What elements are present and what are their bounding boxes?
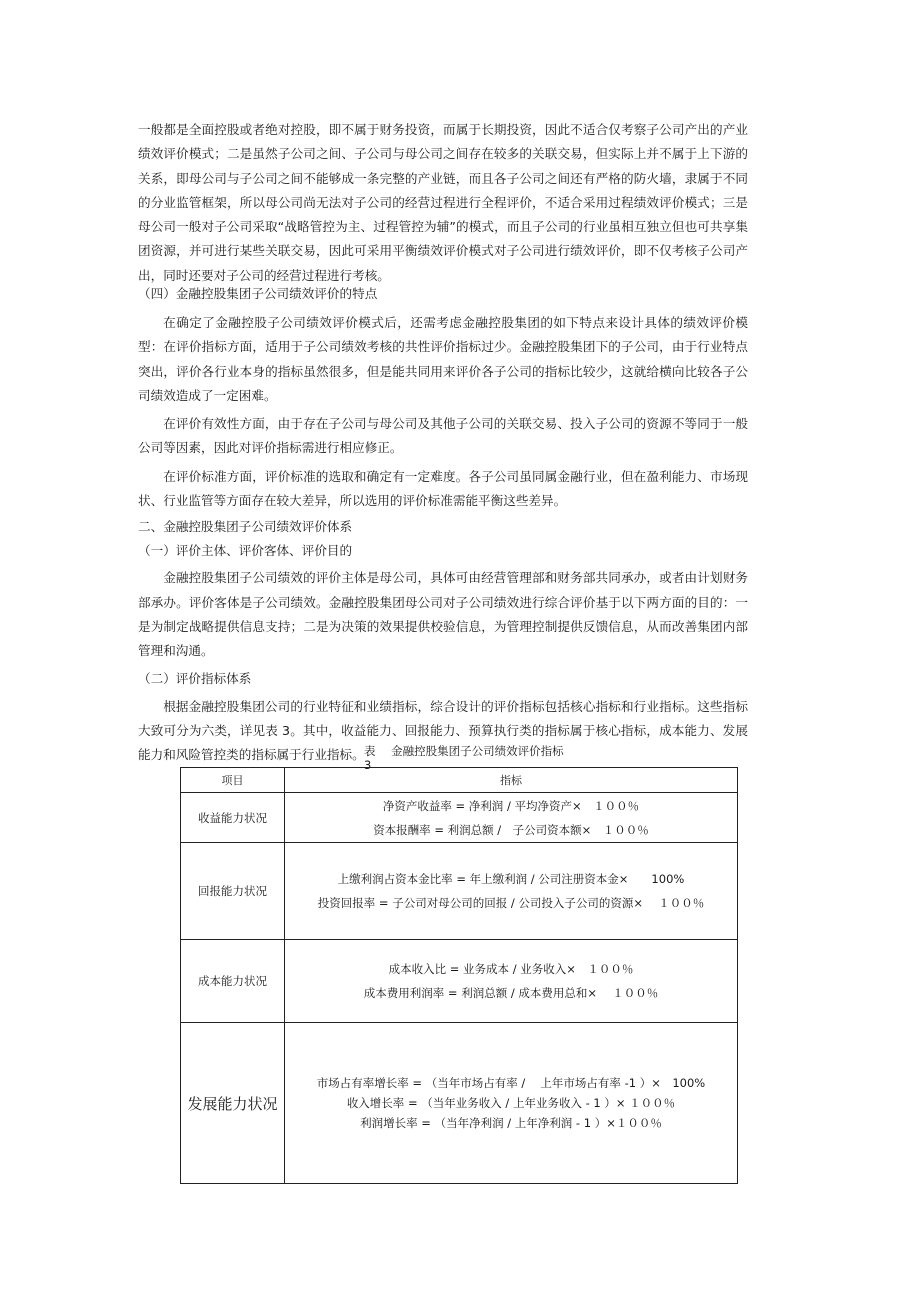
table-row (181, 793, 738, 843)
indicator-formula: 投资回报率 = 子公司对母公司的回报 / 公司投入子公司的资源× １００％ (317, 896, 705, 910)
indicator-formula: 成本收入比 = 业务成本 / 业务收入× １００％ (388, 962, 634, 976)
paragraph-standards: 在评价标准方面，评价标准的选取和确定有一定难度。各子公司虽同属金融行业，但在盈利能力、市场现状、行业监管等方面存在较大差异，所以选用的评价标准需能平衡这些差异。 (138, 468, 748, 509)
indicator-cell (285, 793, 738, 843)
category-cell: 发展能力状况 (181, 1023, 285, 1184)
indicator-formula: 资本报酬率 = 利润总额 / 子公司资本额× １００％ (373, 822, 649, 837)
table-row (181, 940, 738, 1023)
indicator-cell (285, 843, 738, 940)
indicator-cell (285, 940, 738, 1023)
category-cell: 成本能力状况 (181, 940, 285, 1023)
paragraph-continuation: 一般都是全面控股或者绝对控股，即不属于财务投资，而属于长期投资，因此不适合仅考察子公司产出的产业绩效评价模式；二是虽然子公司之间、子公司与母公司之间存在较多的关联交易，但实际上并不属于上下游的关系，即母公司与子公司之间不能够成一条完整的产业链，而且各子公司之间还有严格的防火墙，隶属于不同的分业监管框架，所以母公司尚无法对子公司的经营过程进行全程评价，不适合采用过程绩效评价模式；三是母公司一般对子公司采取“战略管控为主、过程管控为辅”的模式，而且子公司的行业虽相互独立但也可共享集团资源，并可进行某些关联交易，因此可采用平衡绩效评价模式对子公司进行绩效评价，即不仅考核子公司产出，同时还要对子公司的经营过程进行考核。 (138, 122, 748, 283)
category-cell: 回报能力状况 (181, 843, 285, 940)
indicator-formula: 上缴利润占资本金比率 = 年上缴利润 / 公司注册资本金× 100% (337, 872, 685, 886)
paragraph-model-features: 在确定了金融控股子公司绩效评价模式后，还需考虑金融控股集团的如下特点来设计具体的绩效评价模型：在评价指标方面，适用于子公司绩效考核的共性评价指标过少。金融控股集团下的子公司，由于行业特点突出，评价各行业本身的指标虽然很多，但是能共同用来评价各子公司的指标比较少，这就给横向比较各子公司绩效造成了一定困难。 (138, 315, 748, 403)
indicator-formula: 净资产收益率 = 净利润 / 平均净资产× １００％ (382, 798, 640, 813)
table-row (181, 1023, 738, 1184)
indicator-cell (285, 1023, 738, 1184)
paragraph-subject: 金融控股集团子公司绩效的评价主体是母公司，具体可由经营管理部和财务部共同承办，或者由计划财务部承办。评价客体是子公司绩效。金融控股集团母公司对子公司绩效进行综合评价基于以下两方面的目的：一是为制定战略提供信息支持；二是为决策的效果提供校验信息，为管理控制提供反馈信息，从而改善集团内部管理和沟通。 (138, 570, 748, 659)
paragraph-validity: 在评价有效性方面，由于存在子公司与母公司及其他子公司的关联交易、投入子公司的资源不等同于一般公司等因素，因此对评价指标需进行相应修正。 (138, 416, 748, 456)
body-text-top (138, 118, 748, 288)
indicator-formula: 市场占有率增长率 = （当年市场占有率 / 上年市场占有率 -1 ）× 100% (316, 1076, 706, 1090)
header-item: 项目 (181, 768, 285, 793)
caption-number: 3 (364, 758, 372, 772)
header-indicator: 指标 (285, 768, 738, 793)
table-header-row (181, 768, 738, 793)
paragraph-indicator-categories: 根据金融控股集团公司的行业特征和业绩指标，综合设计的评价指标包括核心指标和行业指标。这些指标大致可分为六类，详见表 3。其中，收益能力、回报能力、预算执行类的指标属于核心指标，成本能力、发展能力和风险管控类的指标属于行业指标。 (138, 698, 748, 763)
indicator-formula: 收入增长率 = （当年业务收入 / 上年业务收入 - 1 ）× １００％ (346, 1096, 676, 1110)
table-row (181, 843, 738, 940)
indicator-formula: 成本费用利润率 = 利润总额 / 成本费用总和× １００％ (363, 986, 659, 1000)
indicator-table (180, 767, 738, 1184)
section-four (138, 282, 748, 767)
section-heading-system: 二、金融控股集团子公司绩效评价体系 (138, 519, 353, 535)
caption-prefix: 表 (364, 744, 376, 758)
indicator-formula: 利润增长率 = （当年净利润 / 上年净利润 - 1 ）×１００％ (360, 1116, 662, 1130)
subheading-indicator-system: （二）评价指标体系 (138, 670, 252, 686)
category-cell: 收益能力状况 (181, 793, 285, 843)
caption-title: 金融控股集团子公司绩效评价指标 (391, 744, 564, 758)
table-caption (364, 744, 564, 772)
subheading-subject-object: （一）评价主体、评价客体、评价目的 (138, 543, 353, 559)
subheading-features: （四）金融控股集团子公司绩效评价的特点 (138, 286, 378, 301)
